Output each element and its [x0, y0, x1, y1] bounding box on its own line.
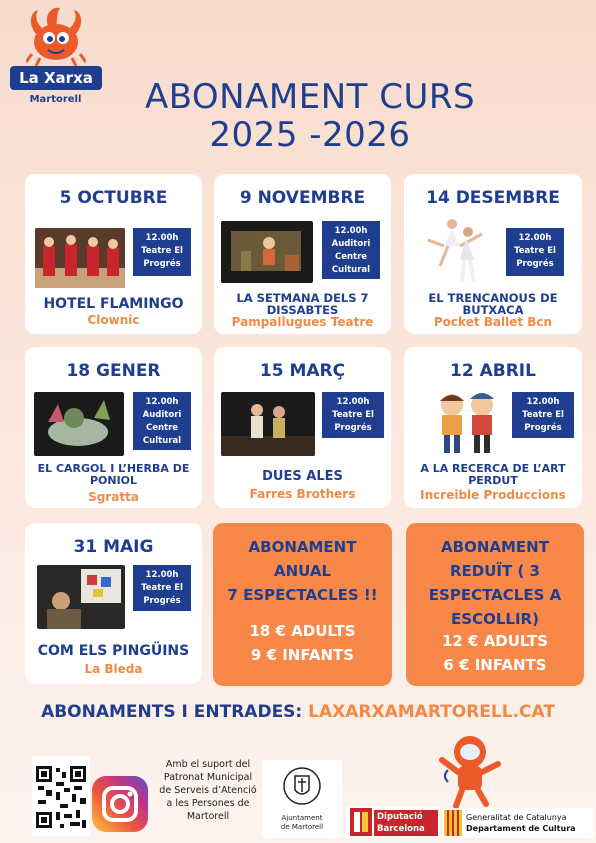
event-venue-line: Teatre El — [141, 583, 183, 593]
event-time: 12.00h — [145, 397, 179, 407]
event-venue-line: Progrés — [143, 596, 181, 606]
diputacio-barcelona-logo — [346, 806, 440, 838]
actors-photo — [221, 392, 315, 456]
offer-heading — [412, 535, 578, 631]
show-title — [214, 471, 391, 483]
event-venue-line: Teatre El — [141, 246, 183, 256]
show-title — [25, 463, 202, 487]
company-name: Sgratta — [88, 490, 139, 504]
event-venue-line: Progrés — [143, 259, 181, 269]
support-line: Patronat Municipal — [163, 772, 253, 783]
event-venue-line: Centre — [334, 252, 368, 262]
event-time: 12.00h — [526, 397, 560, 407]
event-time-venue — [133, 565, 191, 611]
show-title-line: PERDUT — [468, 474, 518, 487]
event-card — [404, 347, 582, 508]
coat-of-arms-icon — [262, 760, 342, 810]
offer-heading-line: ABONAMENT — [248, 538, 357, 556]
event-time-venue — [512, 392, 574, 438]
event-venue-line: Teatre El — [514, 246, 556, 256]
event-time: 12.00h — [334, 226, 368, 236]
company-name: Farres Brothers — [249, 487, 356, 501]
support-line: a les Persones de — [166, 798, 250, 809]
show-title-line: PONIOL — [89, 474, 138, 487]
performer-photo — [37, 565, 125, 629]
event-date: 12 ABRIL — [450, 361, 536, 381]
event-time: 12.00h — [336, 397, 370, 407]
support-line: Amb el suport del — [165, 759, 251, 770]
tickets-line — [0, 702, 596, 722]
offer-heading — [219, 535, 386, 607]
event-time: 12.00h — [145, 233, 179, 243]
event-venue-line: Progrés — [516, 259, 554, 269]
astronaut-mascot-icon — [436, 730, 504, 808]
event-venue-line: Auditori — [142, 410, 182, 420]
event-date: 18 GENER — [66, 361, 161, 381]
company-name: Increible Produccions — [420, 488, 566, 502]
event-time-venue — [506, 228, 564, 276]
event-venue-line: Cultural — [331, 265, 371, 275]
event-card — [25, 523, 202, 684]
price-children: 6 € INFANTS — [443, 656, 547, 674]
price-adults: 12 € ADULTS — [441, 632, 549, 650]
event-card — [25, 174, 202, 334]
event-venue-line: Cultural — [142, 436, 182, 446]
offer-heading-line: 7 ESPECTACLES !! — [227, 586, 378, 604]
event-venue-line: Progrés — [334, 423, 372, 433]
page-title — [110, 78, 510, 154]
event-time-venue — [322, 392, 384, 438]
support-line: de Serveis d’Atenció — [159, 785, 257, 796]
event-date: 31 MAIG — [73, 537, 154, 557]
show-title-line: DISSABTES — [266, 303, 339, 317]
diputacio-line: Barcelona — [377, 824, 425, 834]
show-title-line: COM ELS PINGÜINS — [37, 643, 190, 659]
reduced-subscription-box — [406, 523, 584, 686]
ballet-dancers — [422, 216, 502, 284]
offer-heading-line: REDUÏT ( 3 — [450, 562, 540, 580]
event-date: 9 NOVEMBRE — [239, 188, 366, 208]
crab-mascot-icon — [26, 4, 86, 66]
event-venue-line: Progrés — [524, 423, 562, 433]
company-name: La Bleda — [84, 662, 143, 676]
show-title-line: EL TRENCANOUS DE — [428, 291, 558, 305]
puppet-photo — [34, 392, 124, 456]
event-venue-line: Centre — [145, 423, 179, 433]
event-date: 5 OCTUBRE — [59, 188, 168, 208]
generalitat-line: Generalitat de Catalunya — [466, 813, 567, 822]
tickets-label: ABONAMENTS I ENTRADES: — [41, 702, 309, 722]
price-adults: 18 € ADULTS — [249, 622, 356, 640]
offer-heading-line: ANUAL — [273, 562, 332, 580]
show-title-line: DUES ALES — [262, 469, 343, 484]
show-title — [404, 463, 582, 487]
ajuntament-martorell-logo — [262, 760, 342, 838]
ajuntament-line: Ajuntament — [281, 814, 323, 822]
generalitat-department: Departament de Cultura — [466, 824, 576, 833]
support-text — [153, 758, 263, 823]
offer-heading-line: ESCOLLIR) — [451, 610, 539, 628]
show-title-line: HOTEL FLAMINGO — [43, 296, 184, 312]
company-name: Clownic — [87, 313, 140, 327]
event-date: 15 MARÇ — [259, 361, 346, 381]
company-name: Pocket Ballet Bcn — [433, 315, 553, 329]
offer-heading-line: ESPECTACLES A — [428, 586, 562, 604]
show-title-line: A LA RECERCA DE L’ART — [420, 462, 566, 475]
event-venue-line: Teatre El — [332, 410, 374, 420]
event-card — [25, 347, 202, 508]
diputacio-line: Diputació — [377, 812, 423, 822]
show-title-line: LA SETMANA DELS 7 — [236, 291, 369, 305]
event-card — [214, 347, 391, 508]
logo-wordmark: La Xarxa — [10, 66, 102, 90]
event-card — [214, 174, 391, 334]
senyera-icon — [444, 810, 462, 836]
show-title — [25, 645, 202, 657]
clowns-photo — [35, 228, 125, 288]
ajuntament-line: de Martorell — [280, 823, 324, 831]
qr-code[interactable] — [32, 756, 90, 836]
company-name: Pampallugues Teatre — [231, 315, 374, 329]
event-venue-line: Teatre El — [522, 410, 564, 420]
annual-subscription-box — [213, 523, 392, 686]
event-venue-line: Auditori — [331, 239, 371, 249]
event-date: 14 DESEMBRE — [426, 188, 560, 208]
price-children: 9 € INFANTS — [250, 646, 355, 664]
event-time: 12.00h — [145, 570, 179, 580]
event-time-venue — [133, 228, 191, 276]
la-xarxa-logo — [8, 4, 103, 104]
stage-photo — [221, 221, 313, 283]
offer-heading-line: ABONAMENT — [441, 538, 549, 556]
event-time: 12.00h — [518, 233, 552, 243]
show-title — [404, 292, 582, 316]
show-title-line: BUTXACA — [462, 303, 524, 317]
generalitat-logo — [442, 808, 594, 838]
support-line: Martorell — [186, 811, 230, 822]
event-card — [404, 174, 582, 334]
show-title — [25, 298, 202, 310]
event-time-venue — [322, 221, 380, 279]
offer-prices — [406, 629, 584, 677]
offer-prices — [213, 619, 392, 667]
show-title-line: EL CARGOL I L’HERBA DE — [37, 462, 190, 475]
show-title — [214, 292, 391, 316]
cartoon-kids — [426, 389, 508, 457]
title-line-1: ABONAMENT CURS — [144, 77, 476, 117]
logo-city: Martorell — [29, 94, 82, 105]
diputacio-shield-icon — [348, 806, 374, 838]
event-time-venue — [133, 392, 191, 450]
website-link[interactable]: LAXARXAMARTORELL.CAT — [308, 702, 555, 722]
instagram-icon[interactable] — [92, 776, 148, 832]
title-line-2: 2025 -2026 — [209, 115, 411, 155]
